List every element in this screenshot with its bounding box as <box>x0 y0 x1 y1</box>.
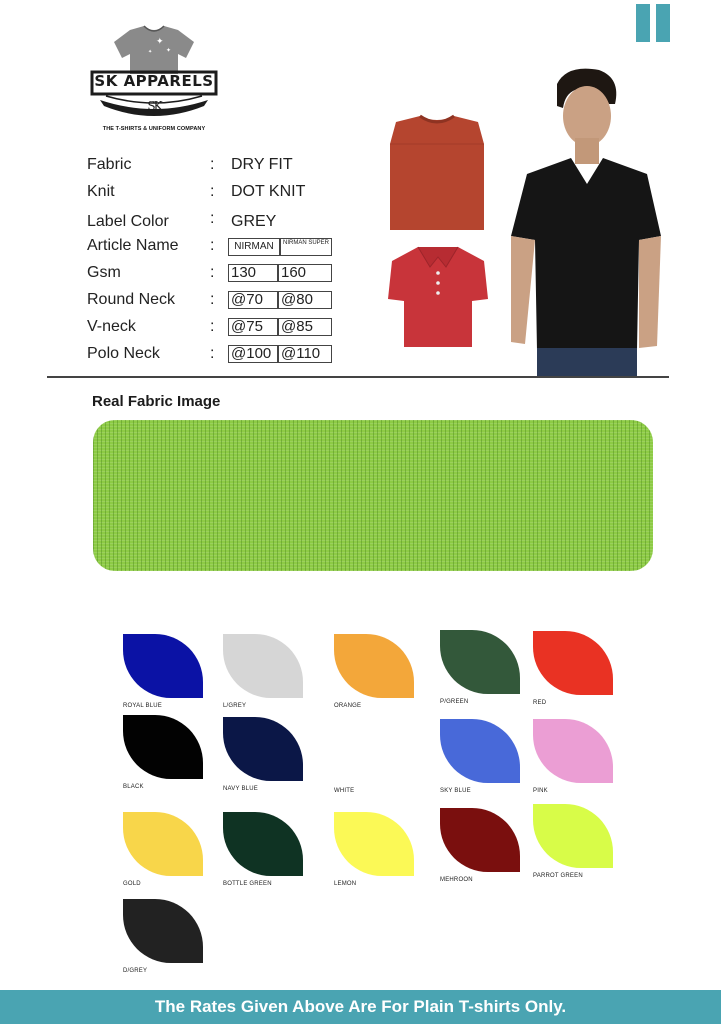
color-swatch-gold[interactable] <box>123 812 203 876</box>
color-swatch-lemon[interactable] <box>334 812 414 876</box>
spec-colon: : <box>210 156 215 173</box>
spec-colon: : <box>210 264 215 281</box>
svg-text:✦: ✦ <box>148 49 153 55</box>
color-swatch-label: ROYAL BLUE <box>123 703 163 709</box>
spec-colon: : <box>210 291 215 308</box>
spec-label-fabric: Fabric <box>87 156 132 173</box>
model-vneck-image <box>505 64 667 376</box>
color-swatch-orange[interactable] <box>334 634 414 698</box>
spec-label-v-neck: V-neck <box>87 318 136 335</box>
spec-value-v-neck-1: @75 <box>228 318 278 336</box>
color-swatch-label: L/GREY <box>223 703 247 709</box>
color-swatch-label: P/GREEN <box>440 699 469 705</box>
color-swatch-mehroon[interactable] <box>440 808 520 872</box>
menu-icon[interactable] <box>636 4 670 42</box>
spec-value-gsm-1: 130 <box>228 264 278 282</box>
color-swatch-label: BLACK <box>123 784 144 790</box>
spec-value-v-neck-2: @85 <box>278 318 332 336</box>
color-swatch-label: RED <box>533 700 547 706</box>
spec-value-polo-neck-2: @110 <box>278 345 332 363</box>
color-swatch-label: ORANGE <box>334 703 362 709</box>
color-swatch-l-grey[interactable] <box>223 634 303 698</box>
spec-label-round-neck: Round Neck <box>87 291 176 308</box>
color-swatch-sky-blue[interactable] <box>440 719 520 783</box>
color-swatch-red[interactable] <box>533 631 613 695</box>
footer-text: The Rates Given Above Are For Plain T-shirts Only. <box>154 997 567 1016</box>
brand-name: SK APPARELS <box>94 72 214 90</box>
color-swatch-label: BOTTLE GREEN <box>223 881 272 887</box>
spec-value-knit: DOT KNIT <box>231 183 306 200</box>
spec-value-round-neck-1: @70 <box>228 291 278 309</box>
spec-colon: : <box>210 210 215 227</box>
color-swatch-label: PINK <box>533 788 548 794</box>
color-swatch-black[interactable] <box>123 715 203 779</box>
spec-colon: : <box>210 318 215 335</box>
brand-tagline: THE T-SHIRTS & UNIFORM COMPANY <box>102 126 206 132</box>
fabric-section-title: Real Fabric Image <box>92 393 221 410</box>
real-fabric-image <box>93 420 653 571</box>
color-swatch-label: GOLD <box>123 881 141 887</box>
color-swatch-label: LEMON <box>334 881 357 887</box>
spec-colon: : <box>210 183 215 200</box>
svg-text:✦: ✦ <box>156 37 164 47</box>
svg-text:✦: ✦ <box>166 47 172 54</box>
spec-colon: : <box>210 345 215 362</box>
spec-label-knit: Knit <box>87 183 115 200</box>
color-swatch-d-grey[interactable] <box>123 899 203 963</box>
spec-label-article-name: Article Name <box>87 237 179 254</box>
polo-tshirt-image <box>388 243 488 351</box>
brand-monogram: SK <box>147 99 161 113</box>
footer-banner <box>0 990 721 1024</box>
spec-value-gsm-2: 160 <box>278 264 332 282</box>
brand-logo <box>86 22 222 138</box>
color-swatch-pink[interactable] <box>533 719 613 783</box>
spec-colon: : <box>210 237 215 254</box>
spec-value-round-neck-2: @80 <box>278 291 332 309</box>
spec-value-article-2: NIRMAN SUPER <box>280 238 332 256</box>
spec-value-article-1: NIRMAN <box>228 238 280 256</box>
color-swatch-bottle-green[interactable] <box>223 812 303 876</box>
spec-label-gsm: Gsm <box>87 264 121 281</box>
color-swatch-white[interactable] <box>334 719 414 783</box>
round-neck-tshirt-image <box>388 114 486 232</box>
color-swatch-label: WHITE <box>334 788 355 794</box>
spec-value-fabric: DRY FIT <box>231 156 293 173</box>
color-swatch-label: MEHROON <box>440 877 473 883</box>
color-swatch-parrot-green[interactable] <box>533 804 613 868</box>
color-swatch-label: NAVY BLUE <box>223 786 258 792</box>
spec-value-label-color: GREY <box>231 213 277 230</box>
spec-value-polo-neck-1: @100 <box>228 345 278 363</box>
color-swatch-label: D/GREY <box>123 968 148 974</box>
color-swatch-label: SKY BLUE <box>440 788 471 794</box>
color-swatch-label: PARROT GREEN <box>533 873 583 879</box>
section-divider <box>47 376 669 378</box>
color-swatch-p-green[interactable] <box>440 630 520 694</box>
color-swatch-navy-blue[interactable] <box>223 717 303 781</box>
color-swatch-royal-blue[interactable] <box>123 634 203 698</box>
spec-label-label-color: Label Color <box>87 213 169 230</box>
spec-label-polo-neck: Polo Neck <box>87 345 160 362</box>
